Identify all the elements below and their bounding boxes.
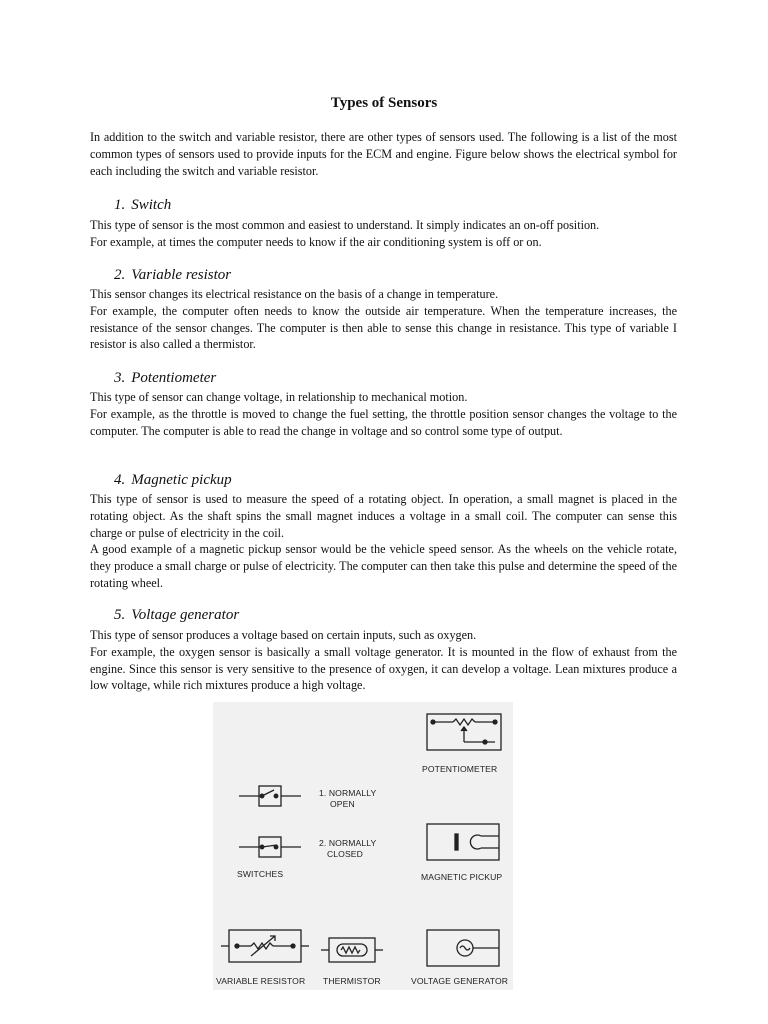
intro-paragraph: [90, 129, 677, 179]
section-heading-potentiometer: [114, 370, 216, 387]
page-title: Types of Sensors: [330, 95, 438, 111]
label-voltage-generator: VOLTAGE GENERATOR: [411, 976, 509, 986]
section-title: Switch: [131, 197, 172, 213]
section-paragraph: This type of sensor is used to measure the speed of a rotating object. In operation, a small magnet is placed in the rotating object. As the shaft spins the small magnet induces a voltage in a small coil. The computer can sense this charge or pulse of electricity in the coil.: [90, 492, 677, 540]
normally-open-switch-symbol: [239, 786, 301, 806]
variable-resistor-symbol: [221, 930, 309, 962]
magnetic-pickup-symbol: [427, 824, 499, 860]
section-number: 5.: [114, 607, 126, 623]
section-number: 2.: [114, 267, 126, 283]
section-paragraph: For example, the oxygen sensor is basically a small voltage generator. It is mounted in the flow of exhaust from the engine. Since this sensor is very sensitive to the presence of oxygen, it can develop a voltage. Lean mixtures produce a low voltage, while rich mixtures produce a high voltage.: [90, 644, 677, 693]
section-paragraph: For example, as the throttle is moved to change the fuel setting, the throttle position sensor changes the voltage to the computer. The computer is able to read the change in voltage and so control some type of output.: [90, 406, 677, 438]
section-number: 1.: [114, 197, 126, 213]
section-title: Voltage generator: [131, 607, 240, 623]
label-thermistor: THERMISTOR: [323, 976, 381, 986]
section-body-voltage-generator: [90, 627, 677, 694]
section-title: Magnetic pickup: [131, 472, 232, 488]
section-paragraph: For example, at times the computer needs to know if the air conditioning system is off or on.: [90, 234, 542, 249]
normally-closed-switch-symbol: [239, 837, 301, 857]
label-variable-resistor: VARIABLE RESISTOR: [216, 976, 306, 986]
section-paragraph: This type of sensor is the most common and easiest to understand. It simply indicates an on-off position.: [90, 218, 600, 232]
section-paragraph: This sensor changes its electrical resistance on the basis of a change in temperature.: [90, 287, 499, 301]
section-body-switch: [90, 217, 677, 251]
section-heading-magnetic-pickup: [114, 472, 232, 489]
potentiometer-symbol: [427, 714, 501, 750]
section-body-magnetic-pickup: [90, 491, 677, 592]
section-heading-variable-resistor: [114, 267, 231, 284]
thermistor-symbol: [321, 938, 383, 962]
section-paragraph: A good example of a magnetic pickup sensor would be the vehicle speed sensor. As the wheels on the vehicle rotate, they produce a small charge or pulse of electricity. The computer can then take this pulse and determine the speed of the rotating wheel.: [90, 542, 677, 590]
label-switches: SWITCHES: [237, 869, 284, 879]
label-normally-closed-line1: 2. NORMALLY: [319, 838, 377, 848]
label-normally-open-line1: 1. NORMALLY: [319, 788, 377, 798]
section-body-variable-resistor: [90, 286, 677, 353]
voltage-generator-symbol: [427, 930, 499, 966]
sensor-symbols-figure: [213, 702, 513, 990]
section-body-potentiometer: [90, 389, 677, 439]
section-number: 3.: [114, 370, 126, 386]
section-heading-switch: [114, 197, 171, 214]
section-paragraph: This type of sensor produces a voltage based on certain inputs, such as oxygen.: [90, 628, 477, 642]
label-normally-open-line2: OPEN: [330, 799, 355, 809]
section-paragraph: For example, the computer often needs to know the outside air temperature. When the temperature increases, the resistance of the sensor changes. The computer is then able to sense this change in resistance. This type of variable I resistor is also called a thermistor.: [90, 303, 677, 352]
label-potentiometer: POTENTIOMETER: [422, 764, 498, 774]
section-paragraph: This type of sensor can change voltage, in relationship to mechanical motion.: [90, 390, 468, 404]
label-normally-closed-line2: CLOSED: [327, 849, 363, 859]
intro-text: In addition to the switch and variable resistor, there are other types of sensors used. The following is a list of the most common types of sensors used to provide inputs for the ECM and engine. Figure below shows the electrical symbol for each including the switch and variable resistor.: [90, 130, 677, 178]
label-magnetic-pickup: MAGNETIC PICKUP: [421, 872, 503, 882]
section-number: 4.: [114, 472, 126, 488]
section-heading-voltage-generator: [114, 607, 239, 624]
section-title: Potentiometer: [131, 370, 217, 386]
section-title: Variable resistor: [131, 267, 232, 283]
